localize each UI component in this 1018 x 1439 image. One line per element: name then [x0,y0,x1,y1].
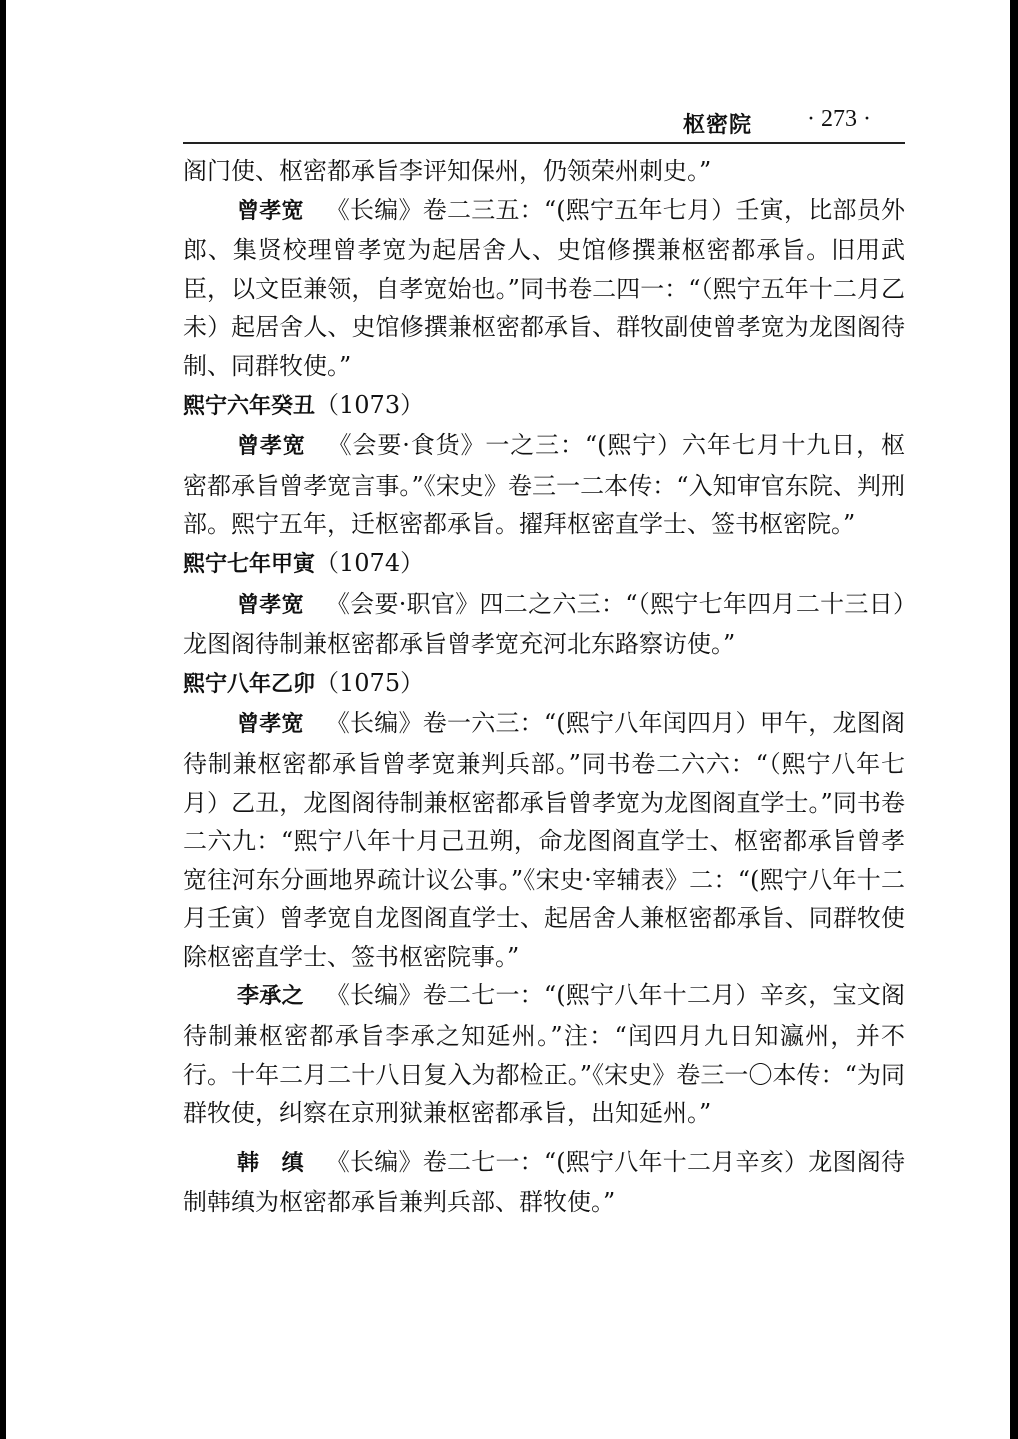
entry-paragraph [183,976,905,1132]
book-page [183,100,905,1222]
entry-text: 《长编》卷二三五：“(熙宁五年七月）壬寅，比部员外郎、集贤校理曾孝宽为起居舍人、史馆修撰兼枢密都承旨。旧用武臣，以文臣兼领，自孝宽始也。”同书卷二四一：“（熙宁五年十二月乙未）起居舍人、史馆修撰兼枢密都承旨、群牧副使曾孝宽为龙图阁待制、同群牧使。” [183,195,905,380]
entry-text: 《长编》卷一六三：“(熙宁八年闰四月）甲午，龙图阁待制兼枢密都承旨曾孝宽兼判兵部。”同书卷二六六：“（熙宁八年七月）乙丑，龙图阁待制兼枢密都承旨曾孝宽为龙图阁直学士。”同书卷二六九：“熙宁八年十月己丑朔，命龙图阁直学士、枢密都承旨曾孝宽往河东分画地界疏计议公事。”《宋史·宰辅表》二：“(熙宁八年十二月壬寅）曾孝宽自龙图阁直学士、起居舍人兼枢密都承旨、同群牧使除枢密直学士、签书枢密院事。” [183,709,905,971]
entry-paragraph [183,1143,905,1222]
section-title: 枢密院 [682,113,752,138]
year-heading-title: 熙宁八年乙卯 [183,671,316,697]
year-heading [183,386,905,427]
running-header [183,100,905,144]
year-heading [183,544,905,585]
page-number: · 273 · [807,106,871,132]
person-name: 李承之 [237,984,304,1010]
entry-paragraph [183,152,905,191]
scan-edge-left [0,0,6,1439]
entry-text: 《长编》卷二七一：“(熙宁八年十二月辛亥）龙图阁待制韩缜为枢密都承旨兼判兵部、群牧使。” [183,1147,905,1217]
person-name: 曾孝宽 [237,198,304,224]
year-heading [183,664,905,705]
entry-text: 阁门使、枢密都承旨李评知保州，仍领荣州刺史。” [183,157,712,185]
entry-text: 《长编》卷二七一：“(熙宁八年十二月）辛亥，宝文阁待制兼枢密都承旨李承之知延州。”注：“闰四月九日知瀛州，并不行。十年二月二十八日复入为都检正。”《宋史》卷三一〇本传：“为同群牧使，纠察在京刑狱兼枢密都承旨，出知延州。” [183,981,905,1128]
year-heading-title: 熙宁七年甲寅 [183,551,316,577]
year-heading-number: （1075） [315,668,425,697]
year-heading-title: 熙宁六年癸丑 [183,393,316,419]
person-name: 曾孝宽 [237,712,304,738]
entry-text: 《会要·职官》四二之六三：“（熙宁七年四月二十三日）龙图阁待制兼枢密都承旨曾孝宽充河北东路察访使。” [183,589,905,659]
entry-paragraph [183,426,905,544]
entry-paragraph [183,191,905,386]
entry-text: 《会要·食货》一之三：“(熙宁）六年七月十九日，枢密都承旨曾孝宽言事。”《宋史》卷三一二本传：“入知审官东院、判刑部。熙宁五年，迁枢密都承旨。擢拜枢密直学士、签书枢密院。” [183,431,905,539]
body-text [183,144,905,1222]
paragraph-gap [183,1133,905,1143]
person-name: 曾孝宽 [237,592,304,618]
year-heading-number: （1074） [315,548,425,577]
person-name: 曾孝宽 [237,434,306,460]
year-heading-number: （1073） [315,390,425,419]
scan-edge-right [1010,0,1018,1439]
person-name: 韩 缜 [237,1150,304,1176]
entry-paragraph [183,585,905,664]
entry-paragraph [183,704,905,976]
